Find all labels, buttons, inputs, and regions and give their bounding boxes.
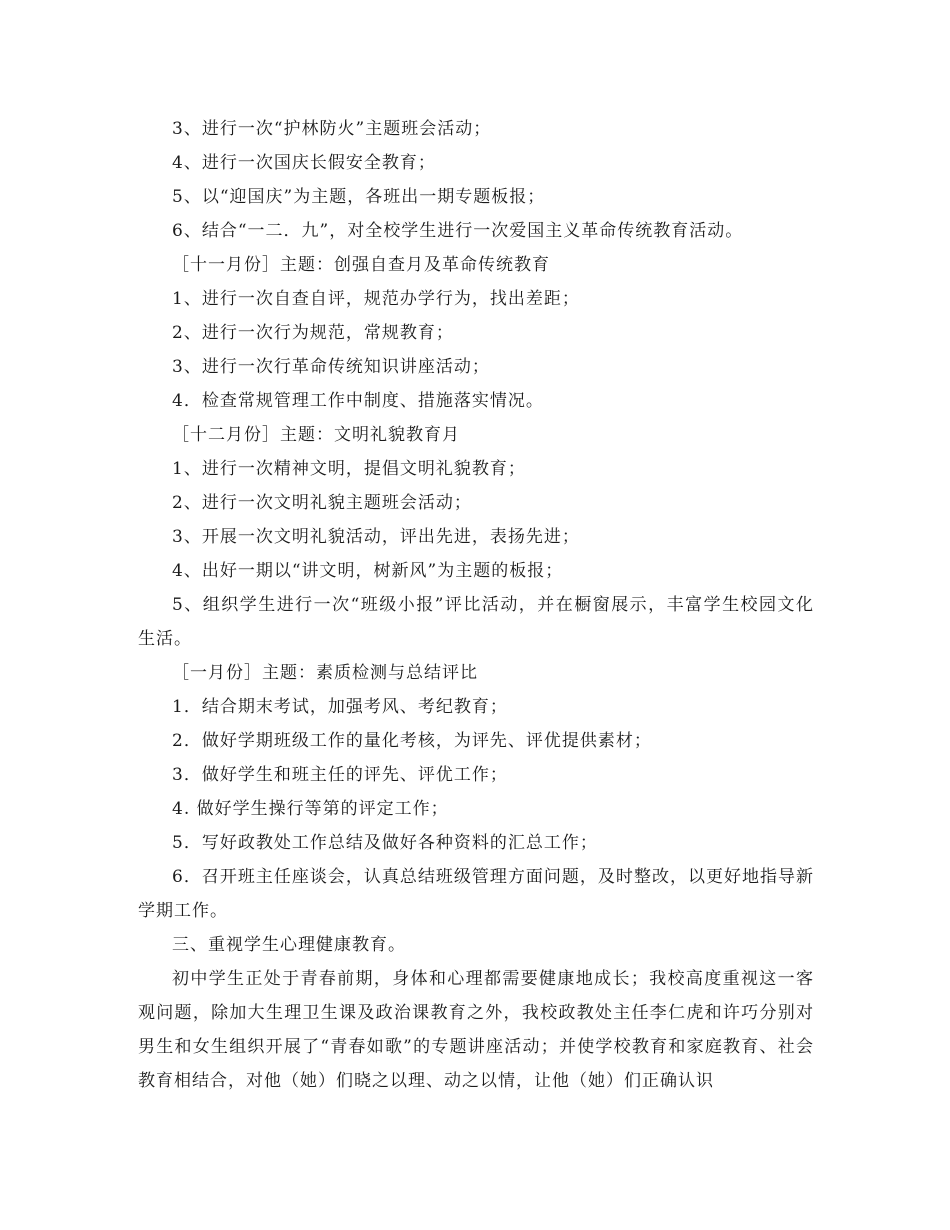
list-item: 3．做好学生和班主任的评先、评优工作； [172, 765, 508, 785]
list-item: 4、出好一期以“讲文明，树新风”为主题的板报； [172, 561, 564, 581]
list-item: 1、进行一次自查自评，规范办学行为，找出差距； [172, 289, 580, 309]
section-heading-november: ［十一月份］主题：创强自查月及革命传统教育 [172, 255, 550, 275]
list-item: 5．写好政教处工作总结及做好各种资料的汇总工作； [172, 833, 598, 853]
section-heading-mental-health: 三、重视学生心理健康教育。 [172, 935, 406, 955]
list-item: 3、进行一次“护林防火”主题班会活动； [172, 119, 492, 139]
list-item: 1．结合期末考试，加强考风、考纪教育； [172, 697, 508, 717]
list-item: 2、进行一次行为规范，常规教育； [172, 323, 454, 343]
list-item: 5、组织学生进行一次“班级小报”评比活动，并在橱窗展示，丰富学生校园文化生活。 [138, 595, 814, 649]
list-item: 4．检查常规管理工作中制度、措施落实情况。 [172, 391, 544, 411]
list-item: 6．召开班主任座谈会，认真总结班级管理方面问题，及时整改，以更好地指导新学期工作。 [138, 867, 814, 921]
list-item: 4、进行一次国庆长假安全教育； [172, 153, 436, 173]
list-item: 3、开展一次文明礼貌活动，评出先进，表扬先进； [172, 527, 580, 547]
list-item: 5、以“迎国庆”为主题，各班出一期专题板报； [172, 187, 546, 207]
section-heading-january: ［一月份］主题：素质检测与总结评比 [172, 663, 478, 683]
list-item: 4. 做好学生操行等第的评定工作； [172, 799, 449, 819]
body-paragraph: 初中学生正处于青春前期，身体和心理都需要健康地成长；我校高度重视这一客观问题，除加大生理卫生课及政治课教育之外，我校政教处主任李仁虎和许巧分别对男生和女生组织开展了“青春如歌”的专题讲座活动；并使学校教育和家庭教育、社会教育相结合，对他（她）们晓之以理、动之以情，让他（她）们正确认识 [138, 969, 814, 1091]
list-item: 3、进行一次行革命传统知识讲座活动； [172, 357, 490, 377]
list-item: 2、进行一次文明礼貌主题班会活动； [172, 493, 472, 513]
list-item: 6、结合“一二．九”，对全校学生进行一次爱国主义革命传统教育活动。 [172, 221, 744, 241]
list-item: 1、进行一次精神文明，提倡文明礼貌教育； [172, 459, 526, 479]
section-heading-december: ［十二月份］主题：文明礼貌教育月 [172, 425, 460, 445]
list-item: 2．做好学期班级工作的量化考核，为评先、评优提供素材； [172, 731, 652, 751]
document-body [138, 112, 814, 1098]
